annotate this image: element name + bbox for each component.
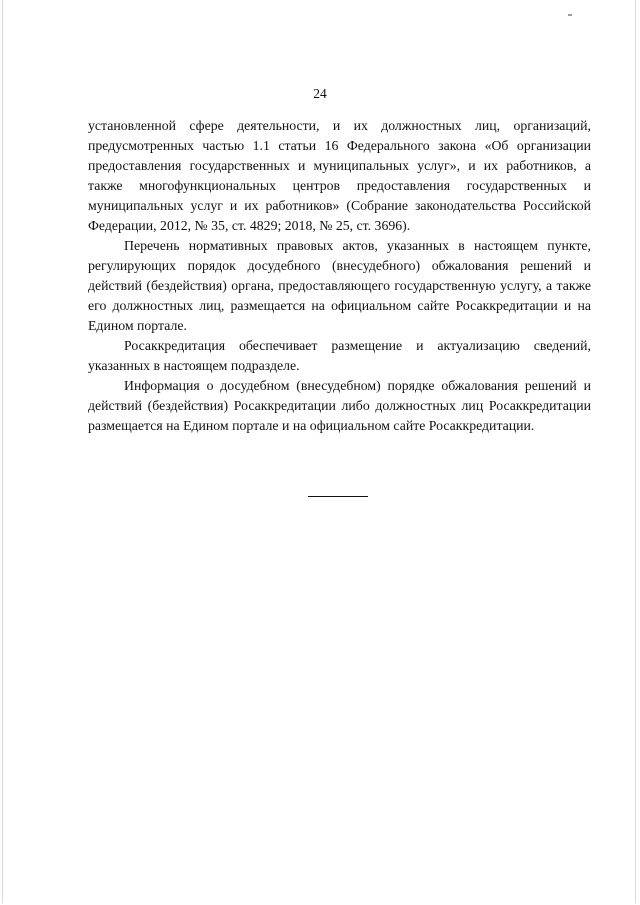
paragraph-appeal-info: Информация о досудебном (внесудебном) порядке обжалования решений и действий (бездействия) Росаккредитации либо должностных лиц Росаккредитации размещается на Едином портале и на официальном сайте Росаккредитации. [88,378,591,433]
page-number: 24 [313,86,327,101]
document-body [88,116,591,436]
paragraph-updates: Росаккредитация обеспечивает размещение и актуализацию сведений, указанных в настоящем подразделе. [88,338,591,373]
paragraph-normative-acts: Перечень нормативных правовых актов, указанных в настоящем пункте, регулирующих порядок досудебного (внесудебного) обжалования решений и действий (бездействия) органа, предоставляющего государственную услугу, а также его должностных лиц, размещается на официальном сайте Росаккредитации и на Едином портале. [88,238,591,333]
scan-mark [568,14,572,16]
paragraph-continuation: установленной сфере деятельности, и их должностных лиц, организаций, предусмотренных частью 1.1 статьи 16 Федерального закона «Об организации предоставления государственных и муниципальных услуг», и их работников, а также многофункциональных центров предоставления государственных и муниципальных услуг и их работников» (Собрание законодательства Российской Федерации, 2012, № 35, ст. 4829; 2018, № 25, ст. 3696). [88,118,591,233]
end-of-document-rule [308,496,368,497]
